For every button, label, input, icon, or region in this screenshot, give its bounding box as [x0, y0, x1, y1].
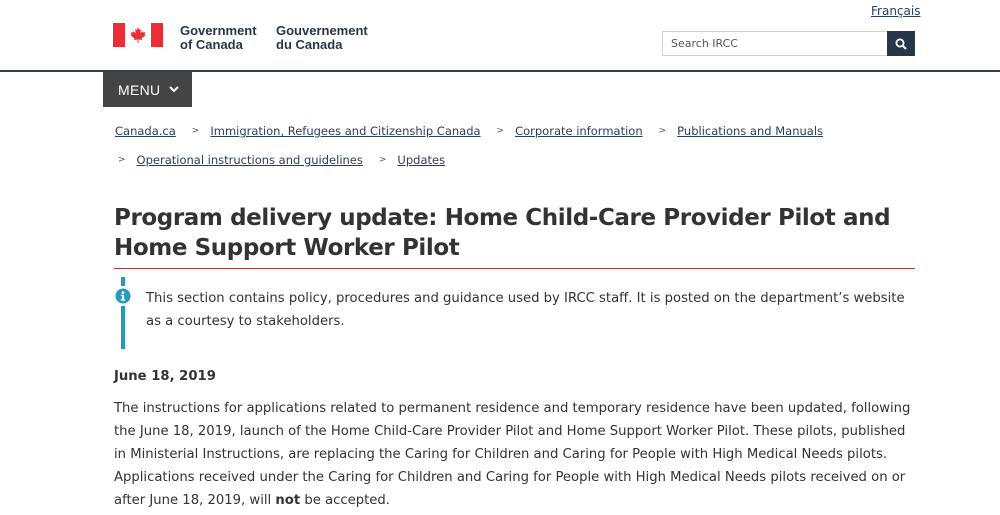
brand-fr-line1: Gouvernement — [276, 23, 368, 38]
breadcrumb-separator: > — [378, 155, 387, 165]
government-of-canada-signature[interactable] — [113, 23, 372, 57]
paragraph-emphasis: not — [275, 493, 301, 508]
brand-en-line2: of Canada — [180, 37, 243, 52]
breadcrumb-operational-instructions[interactable]: Operational instructions and guidelines — [136, 153, 363, 167]
search-input[interactable]: Search IRCC — [662, 31, 887, 56]
chevron-down-icon — [169, 86, 179, 93]
page-title-line2: Home Support Worker Pilot — [114, 235, 460, 261]
search-button[interactable] — [887, 31, 915, 56]
alert-text: This section contains policy, procedures and guidance used by IRCC staff. It is posted on the department’s website as a courtesy to stakeholders. — [146, 291, 905, 329]
update-paragraph — [114, 397, 914, 512]
breadcrumb-separator: > — [496, 126, 505, 136]
breadcrumb-row — [115, 122, 915, 140]
menu-label: MENU — [118, 81, 161, 98]
menu-button[interactable] — [103, 72, 192, 107]
title-underline — [114, 268, 915, 269]
breadcrumb-updates[interactable]: Updates — [397, 153, 446, 167]
search-form — [662, 31, 915, 56]
update-date: June 18, 2019 — [114, 369, 216, 384]
page-title-line1: Program delivery update: Home Child-Care Provider Pilot and — [114, 205, 891, 231]
search-icon — [895, 38, 907, 50]
paragraph-text: The instructions for applications related to permanent residence and temporary residence have been updated, following the June 18, 2019, launch of the Home Child-Care Provider Pilot and Home Support Worker Pilot. These pilots, published in Ministerial Instructions, are replacing the Caring for Children and Caring for People with High Medical Needs pilots. Applications received under the Caring for Children and Caring for People with High Medical Needs pilots received on or after June 18, 2019, will — [114, 401, 911, 508]
language-toggle-link[interactable]: Français — [871, 4, 921, 18]
canada-flag-icon — [113, 23, 163, 47]
breadcrumb-ircc[interactable]: Immigration, Refugees and Citizenship Canada — [210, 124, 481, 138]
breadcrumb-canada-ca[interactable]: Canada.ca — [115, 124, 176, 138]
brand-en-line1: Government — [180, 23, 257, 38]
breadcrumb-separator: > — [118, 155, 126, 165]
page-title — [114, 203, 894, 263]
brand-fr-line2: du Canada — [276, 37, 343, 52]
brand-french — [276, 24, 372, 52]
info-icon — [113, 286, 133, 306]
breadcrumb-corporate-information[interactable]: Corporate information — [515, 124, 643, 138]
breadcrumb-row — [115, 151, 915, 169]
breadcrumb — [115, 122, 915, 180]
info-alert — [121, 277, 915, 349]
breadcrumb-publications-manuals[interactable]: Publications and Manuals — [677, 124, 823, 138]
paragraph-text-end: be accepted. — [300, 493, 390, 508]
breadcrumb-separator: > — [658, 126, 667, 136]
brand-english — [180, 24, 276, 52]
breadcrumb-separator: > — [191, 126, 200, 136]
